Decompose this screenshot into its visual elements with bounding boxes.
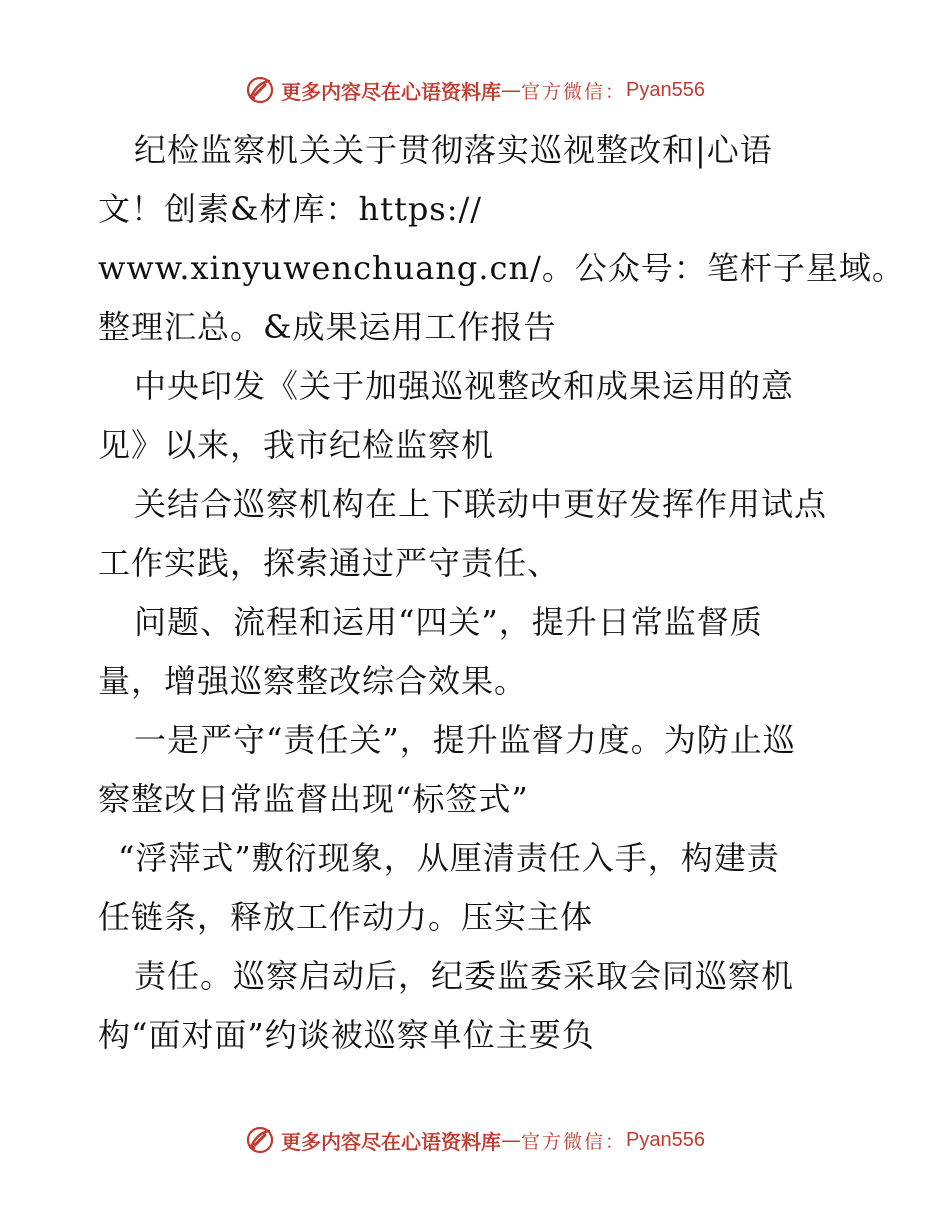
body-line: 关结合巡察机构在上下联动中更好发挥作用试点 — [134, 485, 828, 523]
header-banner — [0, 70, 950, 110]
banner-main-text: 更多内容尽在心语资料库 — [281, 1129, 501, 1154]
banner-wechat-id: Pyan556 — [626, 78, 705, 101]
body-line: www.xinyuwenchuang.cn/。公众号：笔杆子星域。 — [98, 249, 905, 287]
body-line: 责任。巡察启动后，纪委监委采取会同巡察机 — [134, 957, 795, 995]
body-line: 量，增强巡察整改综合效果。 — [98, 662, 528, 700]
banner-dash: — — [501, 1128, 521, 1152]
banner-dash: — — [501, 78, 521, 102]
body-line: 文！创素&材库：https:// — [98, 190, 483, 228]
body-line: 中央印发《关于加强巡视整改和成果运用的意 — [134, 367, 795, 405]
banner-wechat-label: 官方微信： — [521, 80, 627, 103]
banner-wechat-id: Pyan556 — [626, 1128, 705, 1151]
body-line: 纪检监察机关关于贯彻落实巡视整改和|心语 — [134, 131, 773, 169]
ink-pen-logo-icon — [245, 75, 275, 105]
ink-pen-logo-icon — [245, 1125, 275, 1155]
document-body — [98, 121, 905, 1065]
body-line: 见》以来，我市纪检监察机 — [98, 426, 495, 464]
banner-wechat-label: 官方微信： — [521, 1130, 627, 1153]
banner-main-text: 更多内容尽在心语资料库 — [281, 79, 501, 104]
body-line: 工作实践，探索通过严守责任、 — [98, 544, 561, 582]
body-line: 一是严守“责任关”，提升监督力度。为防止巡 — [134, 721, 796, 759]
body-line: 任链条，释放工作动力。压实主体 — [98, 898, 594, 936]
body-line: 整理汇总。&成果运用工作报告 — [98, 308, 557, 346]
body-line: 察整改日常监督出现“标签式” — [98, 780, 529, 818]
body-line: 问题、流程和运用“四关”，提升日常监督质 — [134, 603, 763, 641]
body-line: 构“面对面”约谈被巡察单位主要负 — [98, 1016, 595, 1054]
footer-banner — [0, 1120, 950, 1160]
body-line: “浮萍式”敷衍现象，从厘清责任入手，构建责 — [118, 839, 780, 877]
